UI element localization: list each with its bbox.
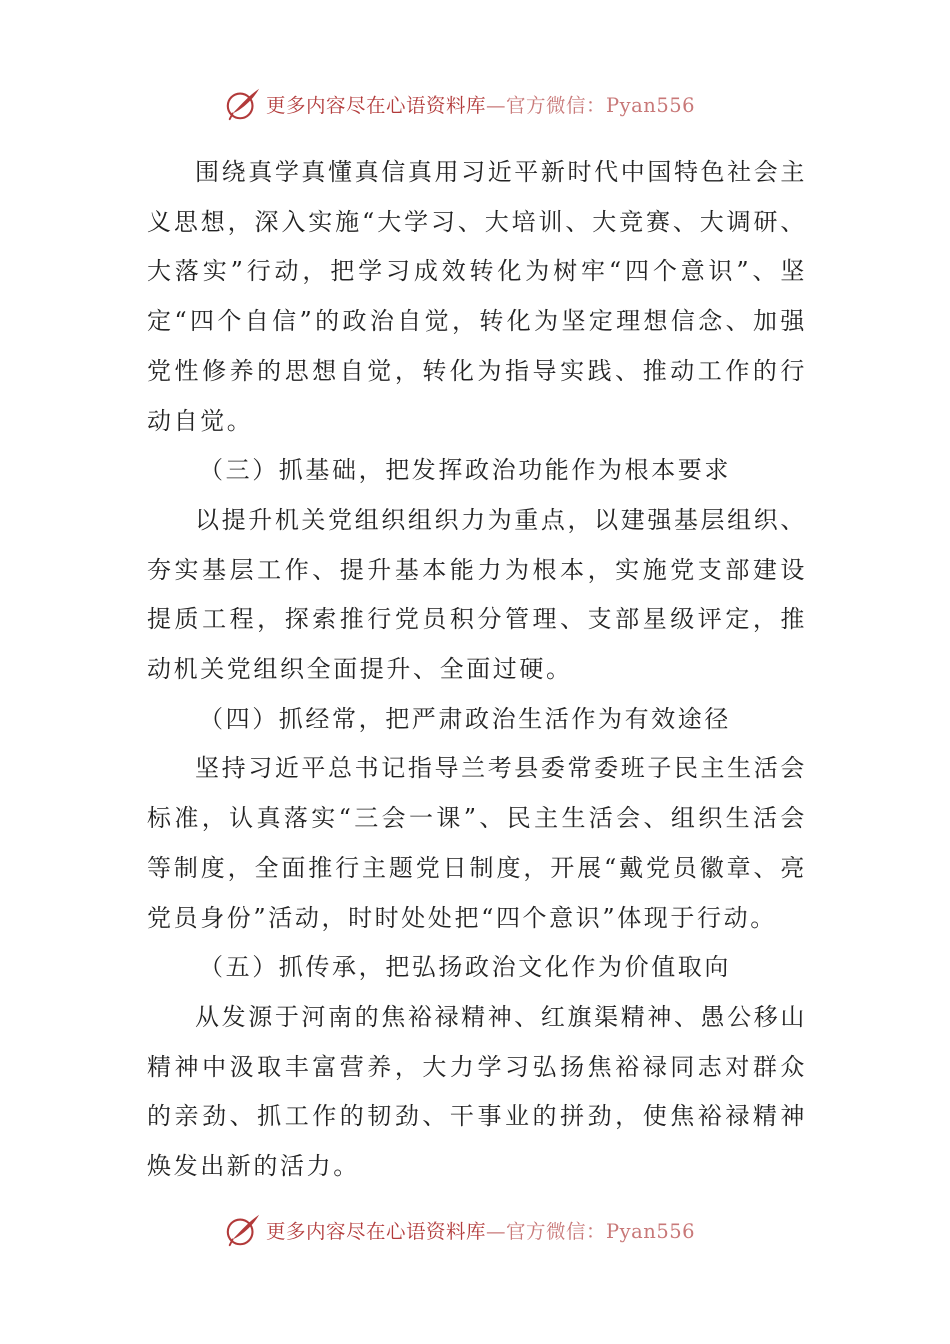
body-paragraph: 从发源于河南的焦裕禄精神、红旗渠精神、愚公移山精神中汲取丰富营养，大力学习弘扬焦裕禄同志对群众的亲劲、抓工作的韧劲、干事业的拼劲，使焦裕禄精神焕发出新的活力。 [147, 1002, 807, 1181]
watermark-banner-bottom [224, 1210, 695, 1250]
quill-logo-icon [224, 85, 262, 123]
watermark-brand: 更多内容尽在心语资料库 [266, 94, 487, 117]
body-paragraph: 围绕真学真懂真信真用习近平新时代中国特色社会主义思想，深入实施“大学习、大培训、大竞赛、大调研、大落实”行动，把学习成效转化为树牢“四个意识”、坚定“四个自信”的政治自觉，转化为坚定理想信念、加强党性修养的思想自觉，转化为指导实践、推动工作的行动自觉。 [147, 158, 807, 435]
watermark-text [266, 1216, 695, 1244]
watermark-wechat: —官方微信：Pyan556 [486, 1220, 696, 1243]
quill-logo-icon [224, 1211, 262, 1249]
watermark-text [266, 90, 695, 118]
section-heading: （五）抓传承，把弘扬政治文化作为价值取向 [199, 953, 731, 982]
section-heading: （四）抓经常，把严肃政治生活作为有效途径 [199, 704, 731, 733]
body-paragraph: 坚持习近平总书记指导兰考县委常委班子民主生活会标准，认真落实“三会一课”、民主生活会、组织生活会等制度，全面推行主题党日制度，开展“戴党员徽章、亮党员身份”活动，时时处处把“四个意识”体现于行动。 [147, 754, 807, 932]
section-heading: （三）抓基础，把发挥政治功能作为根本要求 [199, 456, 731, 485]
document-body [147, 148, 807, 1192]
watermark-banner-top [224, 84, 695, 124]
watermark-brand: 更多内容尽在心语资料库 [266, 1220, 487, 1243]
watermark-wechat: —官方微信：Pyan556 [486, 94, 696, 117]
body-paragraph: 以提升机关党组织组织力为重点，以建强基层组织、夯实基层工作、提升基本能力为根本，实施党支部建设提质工程，探索推行党员积分管理、支部星级评定，推动机关党组织全面提升、全面过硬。 [147, 505, 807, 684]
